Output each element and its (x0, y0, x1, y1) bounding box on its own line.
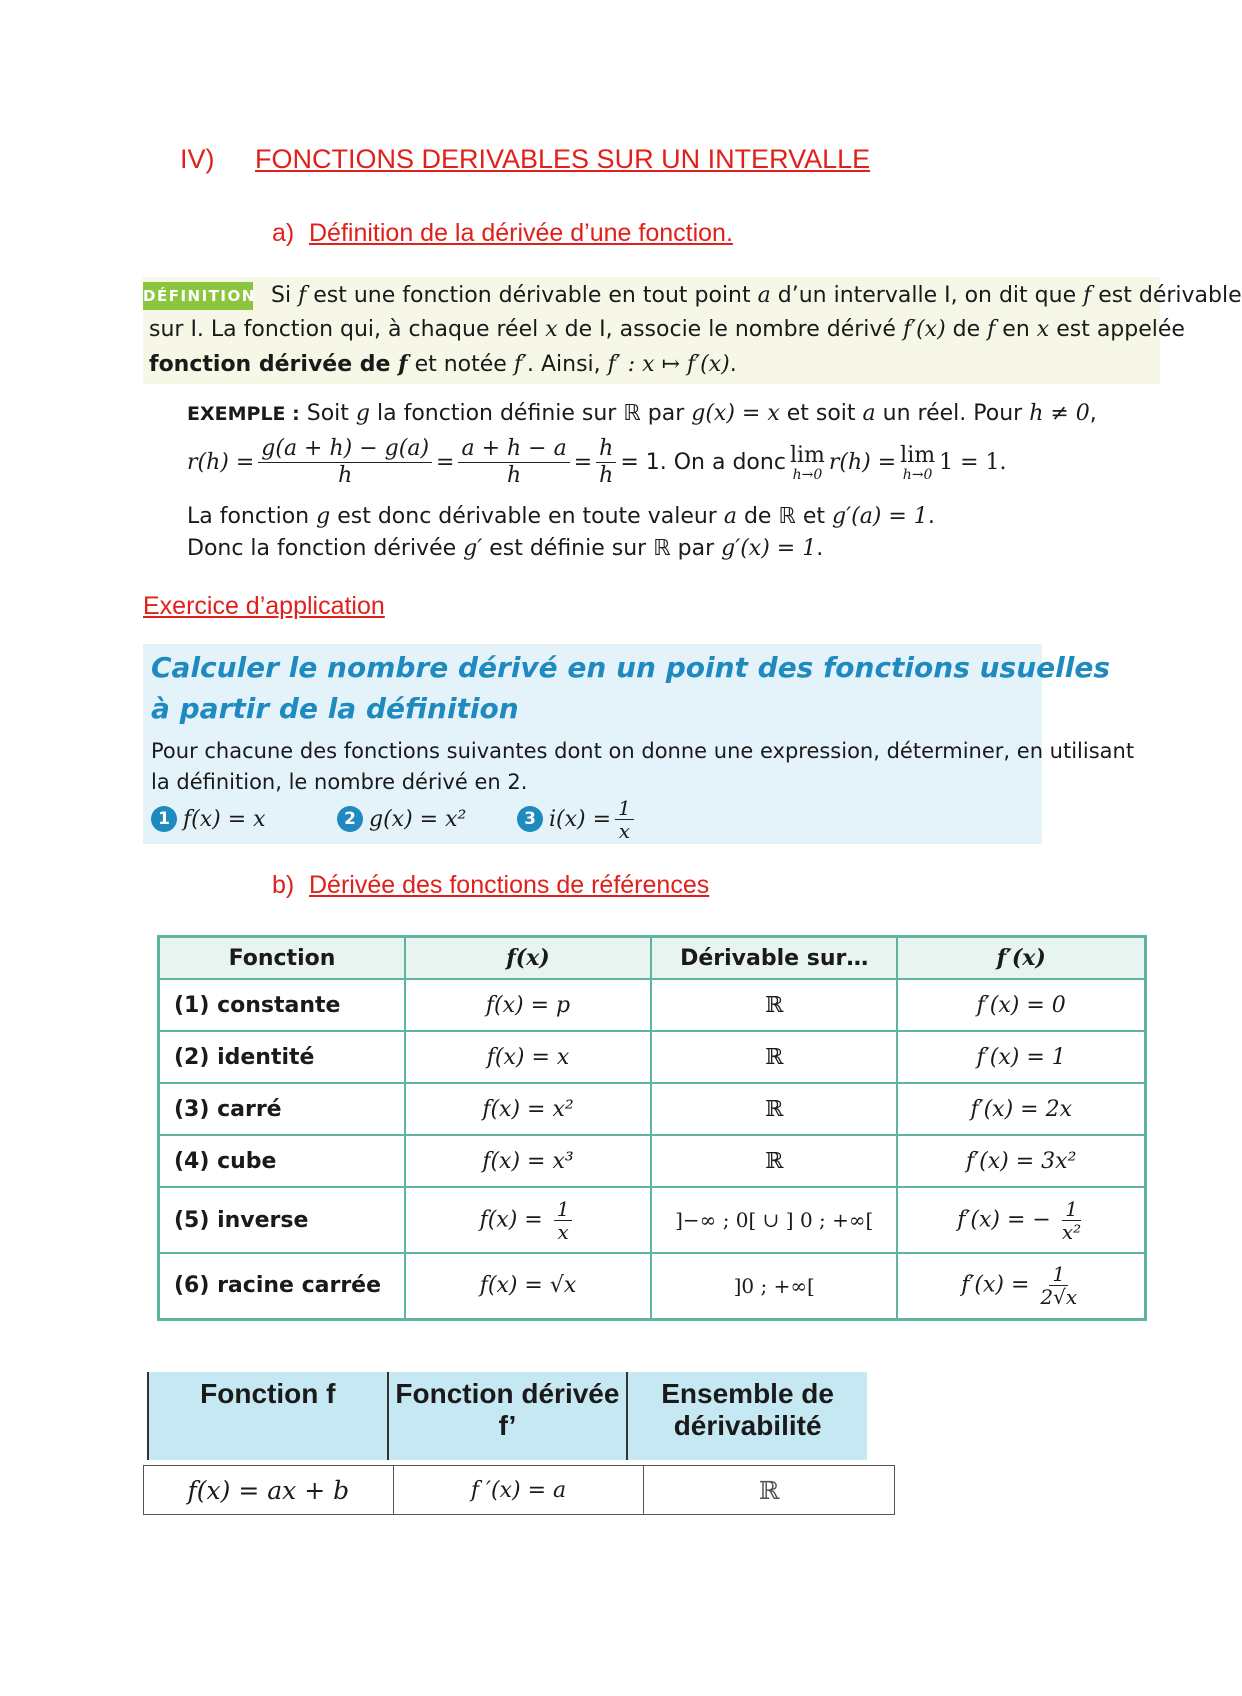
table-row (159, 1083, 1146, 1135)
function-expression: f(x) = ax + b (144, 1466, 394, 1515)
function-expression: f(x) = p (405, 979, 651, 1031)
exercise-expression: i(x) = (549, 806, 612, 832)
fraction (596, 436, 616, 489)
exercise-text-line-2: la définition, le nombre dérivé en 2. (151, 770, 528, 794)
fraction (1040, 1263, 1077, 1308)
def-math: f′ (513, 352, 527, 377)
number-badge: 3 (517, 806, 543, 832)
column-header: f′(x) (897, 937, 1145, 980)
ex-text: est donc dérivable en toute valeur (330, 504, 724, 529)
ex-text: est définie sur ℝ par (482, 536, 722, 561)
function-expression-cell (405, 1187, 651, 1253)
function-expression: f(x) = x (405, 1031, 651, 1083)
example-line-1 (187, 398, 1097, 430)
exercise-expression: g(x) = x² (369, 806, 467, 832)
subsection-b-number: b) (272, 871, 295, 899)
subsection-b-heading (272, 871, 709, 900)
fraction-numerator: h (596, 436, 616, 463)
section-heading (180, 144, 870, 175)
fraction (258, 436, 432, 489)
exercise-heading: Exercice d’application (143, 592, 385, 620)
ex-math: 1 = 1. (939, 449, 1007, 475)
example-line-3 (187, 501, 935, 533)
ex-math: r(h) = (828, 449, 897, 475)
equals-sign: = (573, 449, 593, 475)
function-expression: f(x) = (479, 1207, 543, 1232)
exercise-text-line-1: Pour chacune des fonctions suivantes dont on donne une expression, déterminer, en utilisant (151, 739, 1135, 763)
number-badge: 2 (337, 806, 363, 832)
ex-math: a (862, 401, 876, 426)
ex-math: g (355, 401, 370, 426)
fraction-denominator: x (557, 1219, 569, 1244)
def-math: f (398, 351, 408, 377)
exercise-title-line-2: à partir de la définition (151, 692, 519, 725)
ex-text: un réel. Pour (875, 401, 1030, 426)
fraction-denominator: h (507, 463, 522, 488)
derivative-expression: f′(x) = 2x (897, 1083, 1145, 1135)
fraction-denominator: x² (1061, 1219, 1082, 1244)
definition-tag: DÉFINITION (143, 282, 253, 310)
affine-table-header (147, 1372, 867, 1460)
derivability-domain: ]−∞ ; 0[ ∪ ] 0 ; +∞[ (651, 1187, 897, 1253)
table-header-row (159, 937, 1146, 980)
function-expression: f(x) = x³ (405, 1135, 651, 1187)
limit-operator: lim (900, 442, 936, 468)
table-row (159, 1187, 1146, 1253)
def-bold-text: fonction dérivée de (149, 352, 399, 377)
fraction (554, 1198, 573, 1243)
column-header: f(x) (405, 937, 651, 980)
fraction-numerator: 1 (554, 1198, 573, 1221)
table-row (144, 1466, 895, 1515)
table-row (159, 1135, 1146, 1187)
derivability-domain: ℝ (651, 1135, 897, 1187)
fraction (458, 436, 569, 489)
def-math: f (987, 317, 996, 342)
ex-math: g′(a) = 1 (832, 504, 928, 529)
limit-subscript: h→0 (902, 466, 933, 483)
ex-text: . (816, 536, 824, 561)
subsection-b-title: Dérivée des fonctions de références (309, 871, 710, 899)
ex-math: r(h) = (187, 449, 255, 475)
column-header: Ensemble de dérivabilité (627, 1372, 867, 1460)
ex-text: de ℝ et (736, 504, 833, 529)
function-name: (4) cube (159, 1135, 405, 1187)
section-number: IV) (180, 144, 215, 174)
example-line-4 (187, 533, 823, 565)
column-header: Fonction (159, 937, 405, 980)
fraction-numerator: 1 (1049, 1263, 1068, 1286)
def-text: . Ainsi, (526, 352, 608, 377)
ex-math: a (723, 504, 737, 529)
table-row (159, 1253, 1146, 1319)
fraction-denominator: h (599, 463, 614, 488)
def-text: de (945, 317, 988, 342)
limit (790, 444, 825, 482)
derivative-expression: f′(x) = 0 (897, 979, 1145, 1031)
def-text: sur I. La fonction qui, à chaque réel (149, 317, 546, 342)
exercise-title-line-1: Calculer le nombre dérivé en un point des fonctions usuelles (151, 651, 1110, 684)
fraction-numerator: 1 (1062, 1198, 1081, 1221)
ex-text: la fonction définie sur ℝ par (370, 401, 692, 426)
function-name: (5) inverse (159, 1187, 405, 1253)
column-header: Dérivable sur… (651, 937, 897, 980)
derivative-expression: f′(x) = 1 (897, 1031, 1145, 1083)
fraction-denominator: h (338, 463, 353, 488)
table-row (159, 979, 1146, 1031)
derivative-expression: f′(x) = (961, 1272, 1030, 1298)
limit-operator: lim (789, 442, 825, 468)
def-math: a (757, 283, 771, 308)
limit (900, 444, 935, 482)
def-text: est appelée (1049, 317, 1185, 342)
ex-text: La fonction (187, 504, 317, 529)
fraction-numerator: a + h − a (458, 436, 569, 463)
exercise-item-2 (337, 797, 466, 841)
ex-text: et soit (779, 401, 863, 426)
def-text: est dérivable (1091, 283, 1242, 308)
subsection-a-title: Définition de la dérivée d’une fonction. (309, 219, 733, 247)
def-text: est une fonction dérivable en tout point (306, 283, 758, 308)
def-math: f′(x) (902, 317, 946, 342)
derivability-domain: ℝ (651, 1083, 897, 1135)
ex-text: = 1. On a donc (620, 449, 786, 475)
exercise-item-3 (517, 794, 638, 844)
def-text: de I, associe le nombre dérivé (557, 317, 903, 342)
def-text: et notée (407, 352, 514, 377)
fraction (615, 797, 634, 842)
function-name: (6) racine carrée (159, 1253, 405, 1319)
reference-derivatives-table (157, 935, 1147, 1321)
ex-math: g(x) = x (691, 401, 780, 426)
table-header-row (148, 1372, 867, 1460)
column-header: Fonction f (148, 1372, 388, 1460)
function-name: (1) constante (159, 979, 405, 1031)
derivability-domain: ℝ (651, 979, 897, 1031)
number-badge: 1 (151, 806, 177, 832)
fraction-numerator: 1 (615, 797, 634, 820)
ex-text: . (927, 504, 935, 529)
derivative-expression-cell (897, 1253, 1145, 1319)
ex-math: h ≠ 0 (1029, 401, 1090, 426)
table-row (159, 1031, 1146, 1083)
def-math: f (298, 283, 307, 308)
ex-text: , (1089, 401, 1097, 426)
def-math: x (545, 317, 558, 342)
limit-subscript: h→0 (792, 466, 823, 483)
function-expression: f(x) = √x (405, 1253, 651, 1319)
derivative-expression: f ′(x) = a (393, 1466, 644, 1515)
exercise-item-1 (151, 797, 266, 841)
derivative-expression: f′(x) = 3x² (897, 1135, 1145, 1187)
def-math: x (1036, 317, 1050, 342)
definition-line-1 (271, 280, 1242, 312)
def-math: f (1083, 283, 1092, 308)
fraction-denominator: 2√x (1040, 1285, 1078, 1310)
def-text: en (995, 317, 1037, 342)
ex-math: g (316, 504, 331, 529)
ex-text: Soit (299, 401, 356, 426)
def-text: . (729, 352, 737, 377)
fraction-denominator: x (618, 818, 631, 843)
def-text: Si (271, 283, 299, 308)
example-label: EXEMPLE : (187, 403, 300, 425)
fraction (1062, 1198, 1081, 1243)
affine-table-body (143, 1465, 895, 1515)
ex-math: g′ (463, 536, 483, 561)
derivability-domain: ]0 ; +∞[ (651, 1253, 897, 1319)
def-math: f′ : x ↦ f′(x) (607, 352, 730, 377)
derivability-domain: ℝ (651, 1031, 897, 1083)
column-header: Fonction dérivée f’ (388, 1372, 628, 1460)
section-title: FONCTIONS DERIVABLES SUR UN INTERVALLE (255, 144, 871, 174)
subsection-a-number: a) (272, 219, 295, 247)
function-name: (3) carré (159, 1083, 405, 1135)
def-text: d’un intervalle I, on dit que (770, 283, 1084, 308)
ex-math: g′(x) = 1 (721, 536, 817, 561)
exercise-expression: f(x) = x (183, 806, 266, 832)
derivative-expression: f′(x) = − (957, 1207, 1051, 1232)
fraction-numerator: g(a + h) − g(a) (258, 436, 432, 463)
function-name: (2) identité (159, 1031, 405, 1083)
definition-line-3 (149, 348, 737, 381)
derivative-expression-cell (897, 1187, 1145, 1253)
definition-line-2 (149, 314, 1185, 346)
subsection-a-heading (272, 219, 733, 248)
equals-sign: = (436, 449, 455, 475)
example-equation (187, 436, 1007, 489)
derivability-domain: ℝ (644, 1466, 895, 1515)
ex-text: Donc la fonction dérivée (187, 536, 464, 561)
function-expression: f(x) = x² (405, 1083, 651, 1135)
